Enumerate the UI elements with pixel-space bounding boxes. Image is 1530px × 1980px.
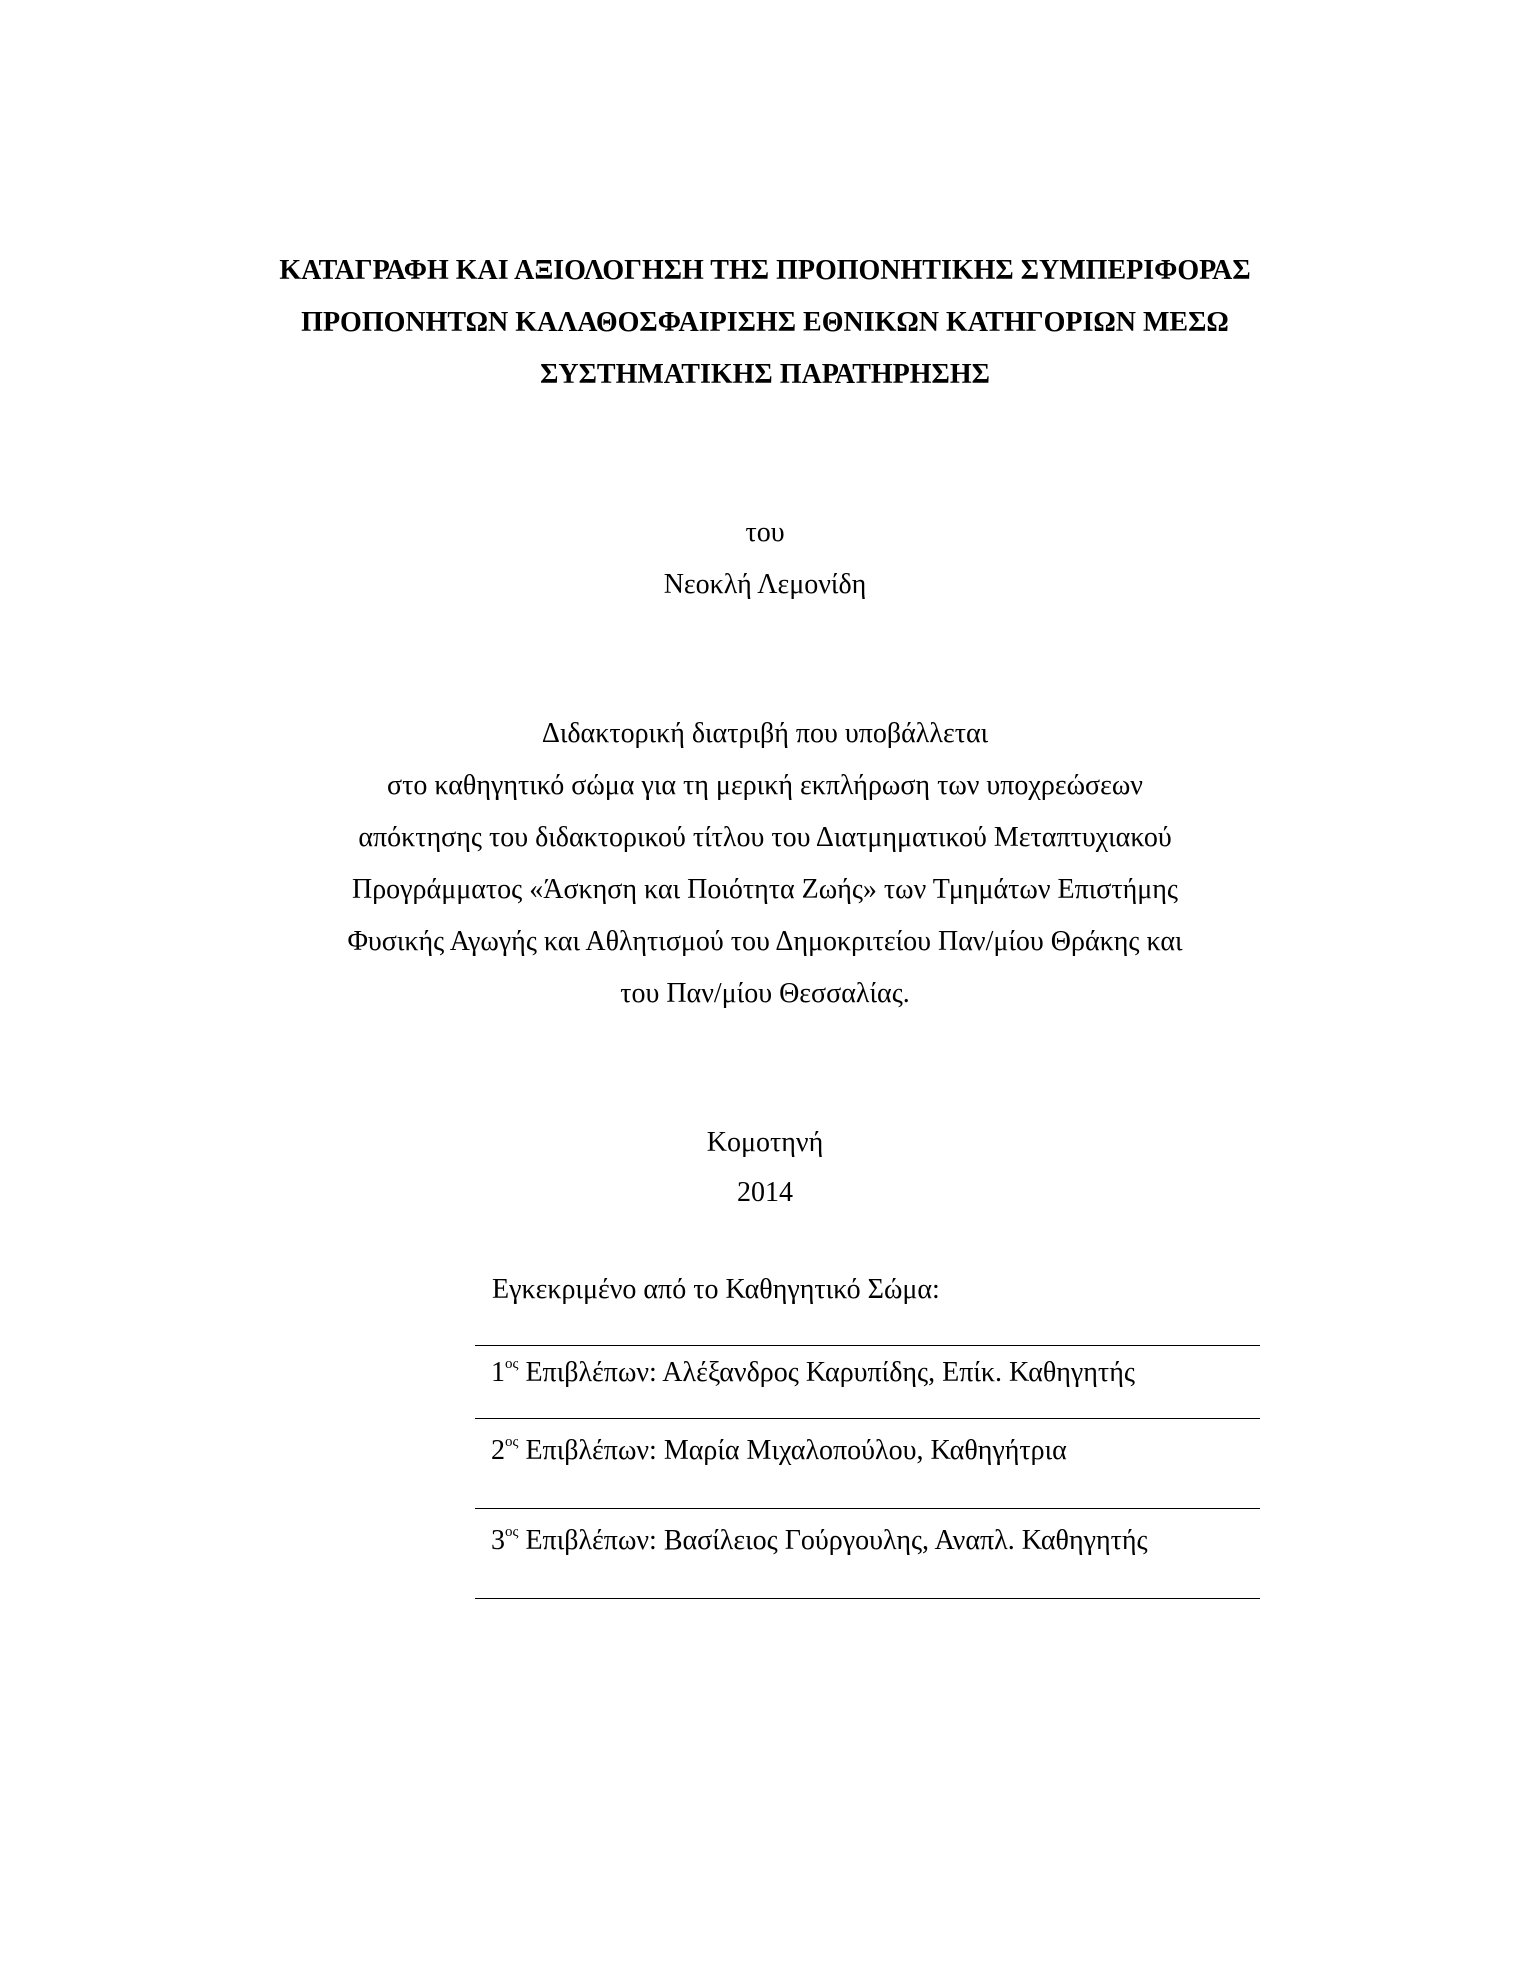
title-line: ΚΑΤΑΓΡΑΦΗ ΚΑΙ ΑΞΙΟΛΟΓΗΣΗ ΤΗΣ ΠΡΟΠΟΝΗΤΙΚΗΣ ΣΥΜΠΕΡΙΦΟΡΑΣ [279, 255, 1251, 286]
title-line: ΠΡΟΠΟΝΗΤΩΝ ΚΑΛΑΘΟΣΦΑΙΡΙΣΗΣ ΕΘΝΙΚΩΝ ΚΑΤΗΓΟΡΙΩΝ ΜΕΣΩ [301, 307, 1229, 338]
member-ordinal-suffix: ος [505, 1433, 519, 1450]
member-ordinal: 3 [491, 1525, 505, 1556]
member-text: Επιβλέπων: Βασίλειος Γούργουλης, Αναπλ. Καθηγητής [518, 1525, 1148, 1556]
member-ordinal-suffix: ος [505, 1523, 519, 1540]
divider [475, 1598, 1260, 1599]
committee-member [475, 1346, 1260, 1418]
author-name: Νεοκλή Λεμονίδη [663, 569, 867, 600]
description-line: του Παν/μίου Θεσσαλίας. [620, 978, 910, 1009]
committee-table [475, 1345, 1260, 1599]
description-line: στο καθηγητικό σώμα για τη μερική εκπλήρωση των υποχρεώσεων [387, 770, 1143, 801]
member-ordinal: 1 [491, 1357, 505, 1388]
place: Κομοτηνή [706, 1127, 824, 1158]
description-line: απόκτησης του διδακτορικού τίτλου του Διατμηματικού Μεταπτυχιακού [358, 822, 1172, 853]
committee-member [475, 1419, 1260, 1508]
author-prefix: του [745, 517, 785, 548]
title-line: ΣΥΣΤΗΜΑΤΙΚΗΣ ΠΑΡΑΤΗΡΗΣΗΣ [540, 359, 990, 390]
member-text: Επιβλέπων: Μαρία Μιχαλοπούλου, Καθηγήτρια [518, 1435, 1067, 1466]
place-date-block [0, 1118, 1530, 1218]
member-ordinal: 2 [491, 1435, 505, 1466]
member-ordinal-suffix: ος [505, 1355, 519, 1372]
description-line: Προγράμματος «Άσκηση και Ποιότητα Ζωής» των Τμημάτων Επιστήμης [351, 874, 1179, 905]
year: 2014 [737, 1177, 793, 1208]
description-line: Φυσικής Αγωγής και Αθλητισμού του Δημοκριτείου Παν/μίου Θράκης και [347, 926, 1183, 957]
approved-label: Εγκεκριμένο από το Καθηγητικό Σώμα: [492, 1274, 940, 1305]
committee-member [475, 1509, 1260, 1598]
member-text: Επιβλέπων: Αλέξανδρος Καρυπίδης, Επίκ. Καθηγητής [518, 1357, 1135, 1388]
thesis-description [0, 708, 1530, 1020]
description-line: Διδακτορική διατριβή που υποβάλλεται [541, 718, 989, 749]
thesis-title [0, 245, 1530, 401]
author-block [0, 507, 1530, 611]
